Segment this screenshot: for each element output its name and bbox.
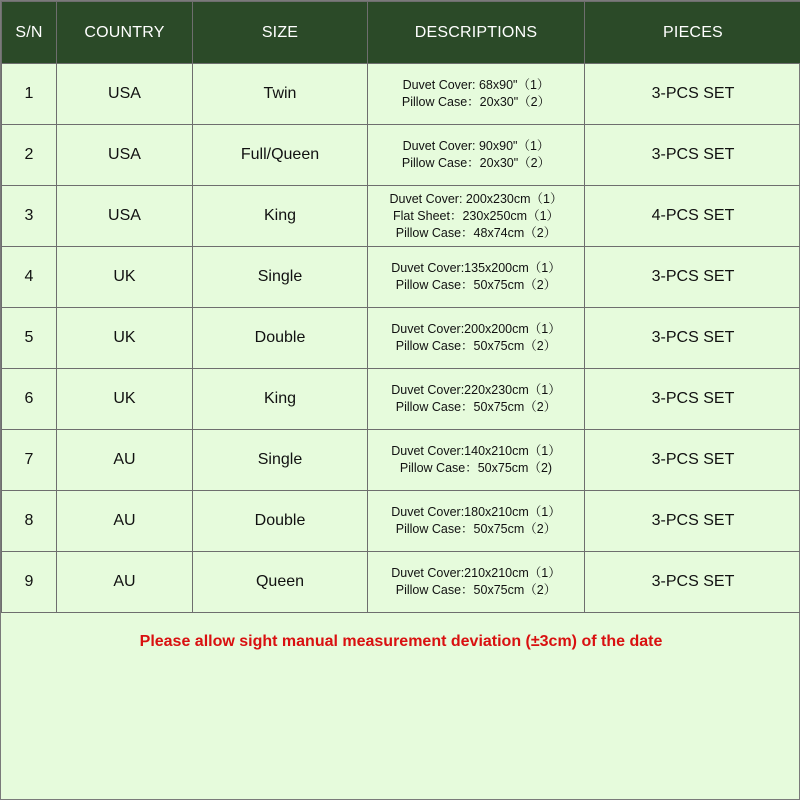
- cell-pieces: 3-PCS SET: [585, 247, 800, 308]
- description-line: Pillow Case：50x75cm（2）: [395, 339, 557, 353]
- description-line: Duvet Cover: 200x230cm（1）: [389, 191, 563, 206]
- cell-sn: 5: [2, 308, 57, 369]
- cell-size: Queen: [193, 552, 368, 613]
- size-table: [1, 1, 800, 613]
- cell-size: King: [193, 369, 368, 430]
- description-line: Duvet Cover:135x200cm（1）: [391, 261, 561, 275]
- cell-size: Twin: [193, 64, 368, 125]
- cell-country: UK: [57, 247, 193, 308]
- description-line: Duvet Cover: 68x90"（1）: [402, 78, 550, 92]
- cell-size: King: [193, 186, 368, 247]
- cell-size: Single: [193, 247, 368, 308]
- measurement-note: Please allow sight manual measurement deviation (±3cm) of the date: [139, 633, 663, 650]
- table-row: [2, 247, 800, 308]
- table-row: [2, 430, 800, 491]
- cell-pieces: 3-PCS SET: [585, 308, 800, 369]
- description-line: Pillow Case：20x30"（2）: [401, 95, 551, 109]
- header-descriptions: DESCRIPTIONS: [368, 2, 585, 64]
- description-line: Pillow Case：20x30"（2）: [401, 156, 551, 170]
- cell-description: [368, 125, 585, 186]
- cell-size: Single: [193, 430, 368, 491]
- cell-sn: 7: [2, 430, 57, 491]
- table-row: [2, 369, 800, 430]
- table-row: [2, 186, 800, 247]
- cell-pieces: 4-PCS SET: [585, 186, 800, 247]
- cell-country: USA: [57, 186, 193, 247]
- cell-sn: 4: [2, 247, 57, 308]
- description-line: Duvet Cover:210x210cm（1）: [391, 566, 561, 580]
- cell-description: [368, 491, 585, 552]
- description-line: Duvet Cover:200x200cm（1）: [391, 322, 561, 336]
- cell-pieces: 3-PCS SET: [585, 430, 800, 491]
- header-sn: S/N: [2, 2, 57, 64]
- cell-description: [368, 552, 585, 613]
- cell-size: Double: [193, 491, 368, 552]
- cell-country: AU: [57, 491, 193, 552]
- cell-description: [368, 247, 585, 308]
- table-row: [2, 491, 800, 552]
- description-line: Duvet Cover:220x230cm（1）: [391, 383, 561, 397]
- cell-country: USA: [57, 125, 193, 186]
- description-line: Pillow Case：50x75cm（2): [399, 461, 553, 475]
- cell-description: [368, 369, 585, 430]
- cell-pieces: 3-PCS SET: [585, 64, 800, 125]
- cell-sn: 8: [2, 491, 57, 552]
- description-line: Flat Sheet：230x250cm（1）: [392, 208, 560, 223]
- cell-country: AU: [57, 552, 193, 613]
- cell-country: AU: [57, 430, 193, 491]
- cell-sn: 6: [2, 369, 57, 430]
- cell-sn: 2: [2, 125, 57, 186]
- cell-pieces: 3-PCS SET: [585, 552, 800, 613]
- description-line: Duvet Cover:180x210cm（1）: [391, 505, 561, 519]
- cell-description: [368, 64, 585, 125]
- cell-sn: 1: [2, 64, 57, 125]
- cell-size: Full/Queen: [193, 125, 368, 186]
- header-size: SIZE: [193, 2, 368, 64]
- description-line: Pillow Case：50x75cm（2）: [395, 522, 557, 536]
- table-row: [2, 64, 800, 125]
- description-line: Duvet Cover:140x210cm（1）: [391, 444, 561, 458]
- cell-pieces: 3-PCS SET: [585, 491, 800, 552]
- header-country: COUNTRY: [57, 2, 193, 64]
- description-line: Pillow Case：50x75cm（2）: [395, 400, 557, 414]
- table-row: [2, 125, 800, 186]
- cell-sn: 3: [2, 186, 57, 247]
- table-row: [2, 308, 800, 369]
- cell-description: [368, 186, 585, 247]
- cell-sn: 9: [2, 552, 57, 613]
- cell-country: UK: [57, 308, 193, 369]
- cell-pieces: 3-PCS SET: [585, 125, 800, 186]
- cell-pieces: 3-PCS SET: [585, 369, 800, 430]
- description-line: Pillow Case：48x74cm（2）: [395, 225, 557, 240]
- header-pieces: PIECES: [585, 2, 800, 64]
- description-line: Duvet Cover: 90x90"（1）: [402, 139, 550, 153]
- table-header-row: [2, 2, 800, 64]
- description-line: Pillow Case：50x75cm（2）: [395, 583, 557, 597]
- cell-description: [368, 308, 585, 369]
- cell-country: USA: [57, 64, 193, 125]
- cell-country: UK: [57, 369, 193, 430]
- description-line: Pillow Case：50x75cm（2）: [395, 278, 557, 292]
- cell-description: [368, 430, 585, 491]
- cell-size: Double: [193, 308, 368, 369]
- table-row: [2, 552, 800, 613]
